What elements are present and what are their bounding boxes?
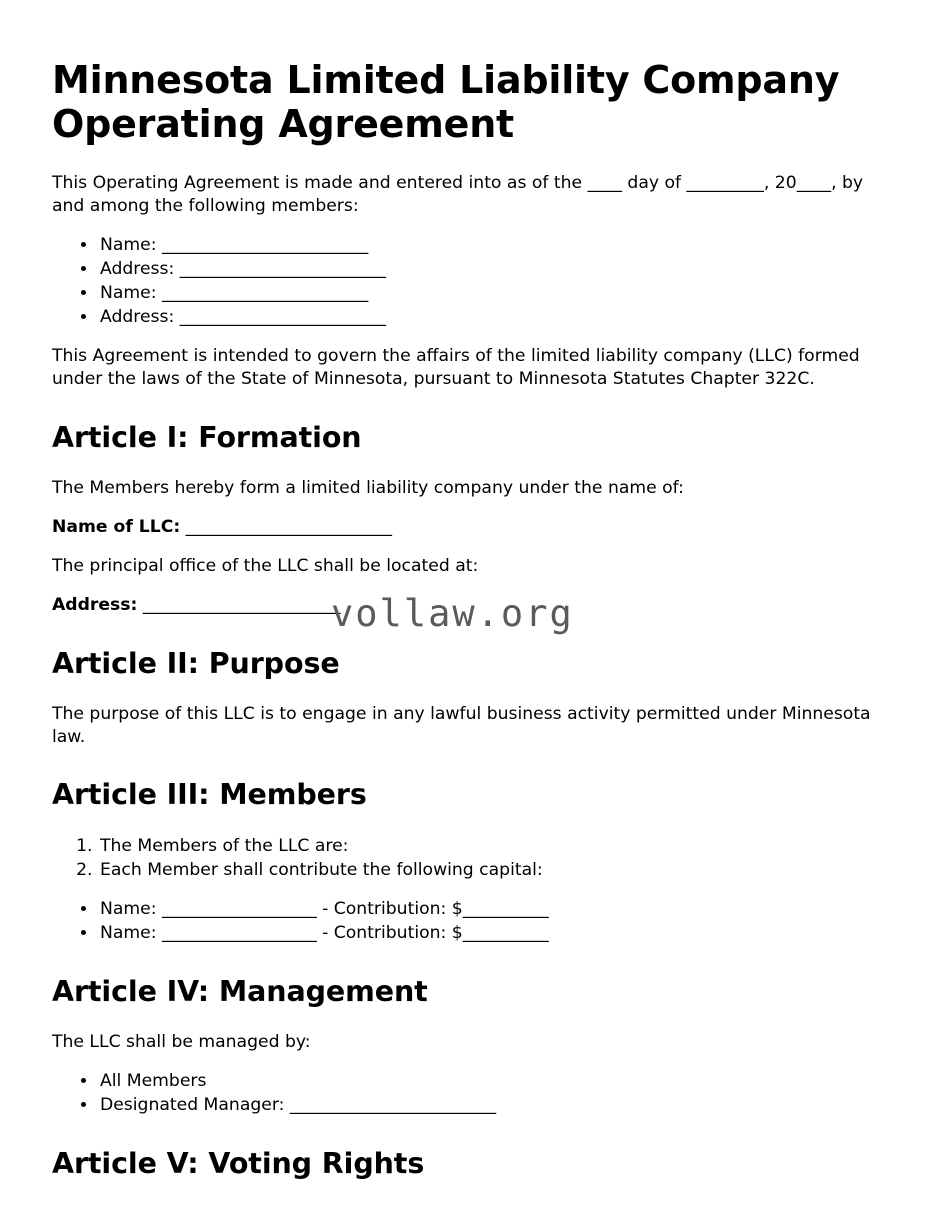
day-blank: ____: [587, 173, 622, 194]
llc-address-field: [52, 594, 887, 617]
article-4-intro: The LLC shall be managed by:: [52, 1032, 311, 1053]
list-item: 2. Each Member shall contribute the following capital:: [98, 859, 887, 882]
llc-address-blank: _______________________: [137, 594, 341, 615]
list-item: [98, 282, 887, 305]
members-numbered-list: [52, 835, 887, 882]
list-item: [98, 898, 887, 921]
article-5-heading: Article V: Voting Rights: [52, 1147, 425, 1180]
contribution-amount-blank: __________: [462, 922, 549, 943]
member-field-blank: ________________________: [161, 283, 369, 303]
list-item: [98, 258, 887, 281]
management-option-label: All Members: [100, 1070, 207, 1091]
article-3-heading: Article III: Members: [52, 778, 367, 812]
contribution-name-label: Name:: [100, 922, 162, 943]
member-field-blank: ________________________: [179, 258, 386, 279]
month-blank: _________: [686, 173, 764, 194]
management-option-blank: ________________________: [289, 1094, 497, 1115]
intro-text-part2: day of: [621, 173, 687, 194]
contribution-separator: - Contribution: $: [316, 898, 463, 919]
governing-law-paragraph: This Agreement is intended to govern the affairs of the limited liability company (LLC) formed under the laws of the State of Minnesota, pursuant to Minnesota Statutes Chapter 322C.: [52, 346, 860, 389]
member-field-label: Address:: [100, 307, 180, 328]
article-2-body: The purpose of this LLC is to engage in any lawful business activity permitted under Minnesota law.: [52, 703, 871, 747]
contribution-amount-blank: __________: [462, 898, 549, 919]
intro-paragraph: [52, 172, 887, 218]
intro-text-part4: , by and among the following members:: [52, 173, 864, 217]
member-field-label: Name:: [100, 234, 162, 255]
list-item: [98, 1094, 887, 1117]
list-item: [98, 306, 887, 329]
members-list: [52, 234, 887, 329]
llc-name-label: Name of LLC:: [52, 516, 181, 537]
contribution-name-blank: __________________: [161, 922, 317, 943]
list-item: [98, 234, 887, 257]
llc-name-blank: ________________________: [180, 516, 392, 537]
article-4-heading: Article IV: Management: [52, 974, 428, 1008]
principal-office-text: The principal office of the LLC shall be located at:: [52, 555, 479, 576]
list-item: [98, 1070, 887, 1093]
management-option-label: Designated Manager:: [100, 1094, 290, 1115]
contributions-list: [52, 898, 887, 945]
contribution-name-blank: __________________: [161, 898, 317, 919]
member-field-blank: ________________________: [179, 307, 386, 328]
site-watermark: vollaw.org: [331, 592, 574, 635]
contribution-separator: - Contribution: $: [316, 922, 463, 943]
member-field-label: Address:: [100, 258, 180, 279]
llc-name-field: [52, 516, 887, 539]
list-item: [98, 922, 887, 945]
member-field-blank: ________________________: [161, 234, 369, 255]
intro-text-part3: , 20: [763, 173, 797, 194]
management-options-list: [52, 1070, 887, 1117]
article-1-heading: Article I: Formation: [52, 420, 362, 454]
list-item: 1. The Members of the LLC are:: [98, 835, 887, 858]
intro-text-part1: This Operating Agreement is made and entered into as of the: [52, 173, 588, 194]
llc-address-label: Address:: [52, 594, 138, 615]
page-title: Minnesota Limited Liability Company Operating Agreement: [52, 58, 840, 147]
article-1-intro: The Members hereby form a limited liability company under the name of:: [52, 478, 684, 499]
year-blank: ____: [796, 173, 832, 194]
member-field-label: Name:: [100, 283, 162, 303]
article-2-heading: Article II: Purpose: [52, 646, 340, 680]
contribution-name-label: Name:: [100, 898, 162, 919]
